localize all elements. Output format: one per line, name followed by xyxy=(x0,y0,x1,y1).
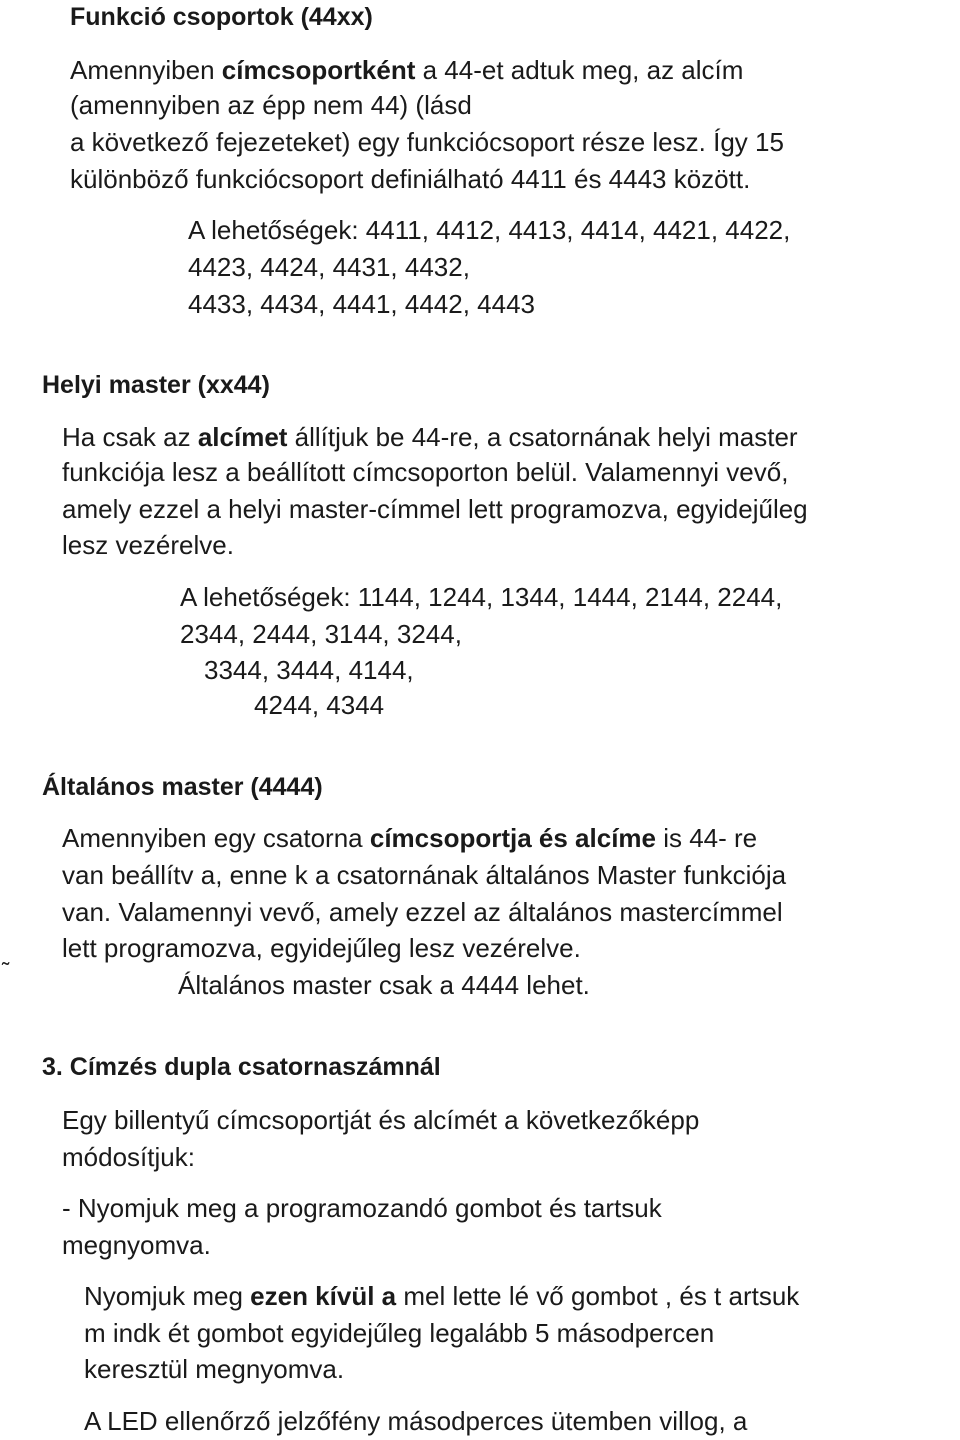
paragraph-line: lesz vezérelve. xyxy=(62,530,234,560)
bold-term: címcsoportként xyxy=(221,55,416,85)
paragraph-line: a következő fejezeteket) egy funkciócsoport része lesz. Így 15 xyxy=(70,127,784,157)
bold-term: címcsoportja és alcíme xyxy=(369,823,656,853)
paragraph-line: amely ezzel a helyi master-címmel lett programozva, egyidejűleg xyxy=(62,494,808,524)
paragraph-line: módosítjuk: xyxy=(62,1142,195,1172)
options-line: 4423, 4424, 4431, 4432, xyxy=(188,252,470,282)
text-span: Amennyiben xyxy=(70,55,222,85)
options-line: 4433, 4434, 4441, 4442, 4443 xyxy=(188,289,535,319)
paragraph-line: Egy billentyű címcsoportját és alcímét a következőképp xyxy=(62,1105,700,1135)
text-span: állítjuk be 44-re, a csatornának helyi master xyxy=(287,422,798,452)
paragraph-line: keresztül megnyomva. xyxy=(84,1354,345,1384)
margin-tilde-mark: ˜ xyxy=(2,958,10,983)
text-span: a 44-et adtuk meg, az alcím xyxy=(415,55,744,85)
paragraph-line xyxy=(62,422,798,452)
options-line: 3344, 3444, 4144, xyxy=(204,655,414,685)
paragraph-line: A LED ellenőrző jelzőfény másodperces ütemben villog, a xyxy=(84,1406,748,1436)
bold-term: ezen kívül a xyxy=(250,1281,397,1311)
paragraph-line: van beállítv a, enne k a csatornának általános Master funkciója xyxy=(62,860,787,890)
options-line: A lehetőségek: 4411, 4412, 4413, 4414, 4421, 4422, xyxy=(188,215,791,245)
text-span: mel lette lé vő gombot , és t artsuk xyxy=(396,1281,800,1311)
text-span: Amennyiben egy csatorna xyxy=(62,823,370,853)
paragraph-line: Általános master csak a 4444 lehet. xyxy=(178,970,590,1000)
options-line: A lehetőségek: 1144, 1244, 1344, 1444, 2144, 2244, xyxy=(180,582,783,612)
paragraph-line: van. Valamennyi vevő, amely ezzel az általános mastercímmel xyxy=(62,897,783,927)
section-title-general-master: Általános master (4444) xyxy=(42,773,323,801)
options-line: 4244, 4344 xyxy=(254,690,385,720)
text-span: is 44- re xyxy=(656,823,758,853)
section-title-addressing: 3. Címzés dupla csatornaszámnál xyxy=(42,1053,441,1081)
paragraph-line: (amennyiben az épp nem 44) (lásd xyxy=(70,90,472,120)
section-title-function-groups: Funkció csoportok (44xx) xyxy=(70,3,373,31)
paragraph-line xyxy=(62,823,757,853)
text-span: Ha csak az xyxy=(62,422,198,452)
text-span: Nyomjuk meg xyxy=(84,1281,251,1311)
list-item-line: - Nyomjuk meg a programozandó gombot és tartsuk xyxy=(62,1193,662,1223)
paragraph-line: különböző funkciócsoport definiálható 4411 és 4443 között. xyxy=(70,164,751,194)
bold-term: alcímet xyxy=(197,422,288,452)
paragraph-line: lett programozva, egyidejűleg lesz vezérelve. xyxy=(62,933,581,963)
paragraph-line: m indk ét gombot egyidejűleg legalább 5 másodpercen xyxy=(84,1318,715,1348)
paragraph-line: funkciója lesz a beállított címcsoporton belül. Valamennyi vevő, xyxy=(62,457,789,487)
list-item-line: megnyomva. xyxy=(62,1230,211,1260)
section-title-local-master: Helyi master (xx44) xyxy=(42,371,270,399)
options-line: 2344, 2444, 3144, 3244, xyxy=(180,619,462,649)
paragraph-line xyxy=(70,55,743,85)
paragraph-line xyxy=(84,1281,799,1311)
